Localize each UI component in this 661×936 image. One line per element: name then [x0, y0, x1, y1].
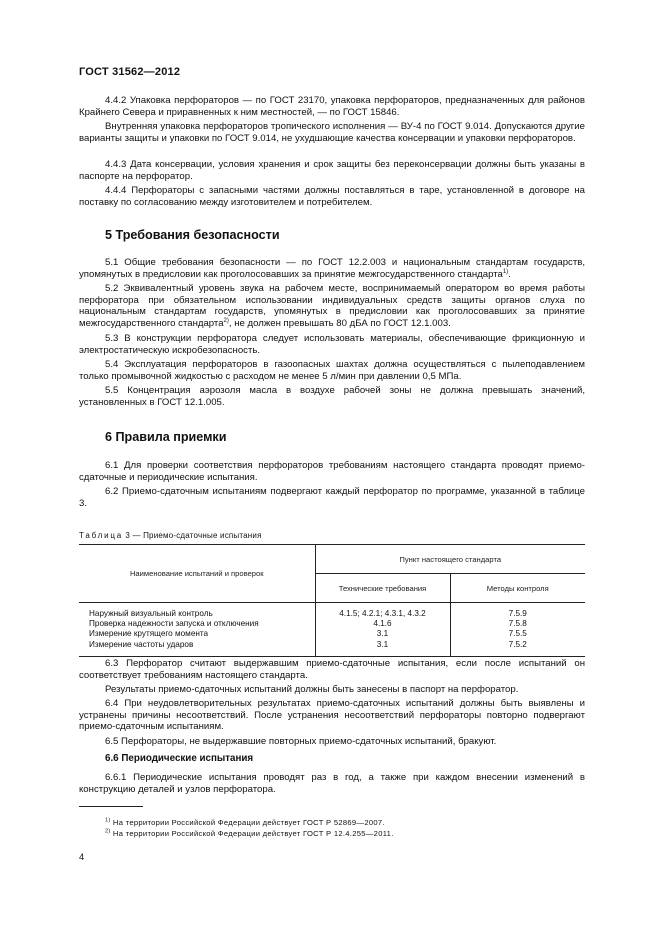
- col-header-tech: Технические требования: [315, 574, 450, 603]
- paragraph-4-4-2-internal: Внутренняя упаковка перфораторов тропического исполнения — ВУ-4 по ГОСТ 9.014. Допускаются другие варианты защиты и упаковки по ГОСТ 9.014, не ухудшающие качества консервации и упаковки перфораторов.: [79, 121, 585, 144]
- paragraph-6-3: 6.3 Перфоратор считают выдержавшим приемо-сдаточные испытания, если после испытаний он соответствует требованиям настоящего стандарта.: [79, 658, 585, 681]
- table-row-method: 7.5.8: [508, 619, 527, 629]
- col-header-methods: Методы контроля: [450, 574, 585, 603]
- table-row-tech: 4.1.6: [373, 619, 392, 629]
- table-3: [79, 544, 585, 657]
- page-number: 4: [79, 851, 85, 862]
- paragraph-4-4-2: 4.4.2 Упаковка перфораторов — по ГОСТ 23170, упаковка перфораторов, предназначенных для районов Крайнего Севера и приравненных к ним местностей, — по ГОСТ 15846.: [79, 95, 585, 118]
- col-header-name: Наименование испытаний и проверок: [79, 545, 315, 603]
- footnote-divider: [79, 806, 143, 807]
- paragraph-6-1: 6.1 Для проверки соответствия перфораторов требованиям настоящего стандарта проводят приемо-сдаточные и периодические испытания.: [79, 460, 585, 483]
- paragraph-5-3: 5.3 В конструкции перфоратора следует использовать материалы, обеспечивающие фрикционную и электростатическую искробезопасность.: [79, 333, 585, 356]
- table-cell-tech: [315, 603, 450, 657]
- table-row-name: Измерение частоты ударов: [89, 639, 194, 649]
- paragraph-6-5: 6.5 Перфораторы, не выдержавшие повторных приемо-сдаточных испытаний, бракуют.: [105, 736, 497, 747]
- paragraph-5-5: 5.5 Концентрация аэрозоля масла в воздухе рабочей зоны не должна превышать значений, установленных в ГОСТ 12.1.005.: [79, 385, 585, 408]
- footnote-2: $^{2)}$ На территории Российской Федерации действует ГОСТ Р 12.4.255—2011.: [105, 828, 394, 838]
- paragraph-6-6-1: 6.6.1 Периодические испытания проводят раз в год, а также при каждом внесении изменений в конструкцию деталей и узлов перфоратора.: [79, 772, 585, 795]
- table-row-method: 7.5.2: [508, 639, 527, 649]
- paragraph-6-4: 6.4 При неудовлетворительных результатах приемо-сдаточных испытаний должны быть выявлены и устранены причины несоответствий. После устранения несоответствий перфораторы повторно подвергают приемо-сдаточным испытаниям.: [79, 698, 585, 733]
- col-header-group: Пункт настоящего стандарта: [315, 545, 585, 574]
- table-3-caption: Таблица 3 — Приемо-сдаточные испытания: [79, 531, 262, 540]
- paragraph-4-4-4: 4.4.4 Перфораторы с запасными частями должны поставляться в таре, установленной в договоре на поставку по согласованию между изготовителем и потребителем.: [79, 185, 585, 208]
- table-row-tech: 3.1: [376, 639, 389, 649]
- paragraph-5-1: 5.1 Общие требования безопасности — по ГОСТ 12.2.003 и национальным стандартам государств, упомянутых в предисловии как проголосовавших за принятие межгосударственного стандарта$^{1)}$.: [79, 257, 585, 280]
- paragraph-4-4-3: 4.4.3 Дата консервации, условия хранения и срок защиты без переконсервации должны быть указаны в паспорте на перфоратор.: [79, 159, 585, 182]
- table-row-name: Проверка надежности запуска и отключения: [89, 619, 259, 629]
- table-cell-methods: [450, 603, 585, 657]
- table-cell-names: [79, 603, 315, 657]
- paragraph-5-4: 5.4 Эксплуатация перфораторов в газоопасных шахтах должна осуществляться с пылеподавлением только промывочной жидкостью с расходом не менее 5 л/мин при давлении 0,5 МПа.: [79, 359, 585, 382]
- table-row-name: Наружный визуальный контроль: [89, 609, 213, 618]
- table-row-method: 7.5.5: [508, 629, 527, 639]
- section-5-heading: 5 Требования безопасности: [105, 228, 280, 242]
- paragraph-6-3-results: Результаты приемо-сдаточных испытаний должны быть занесены в паспорт на перфоратор.: [105, 684, 519, 695]
- table-row-tech: 4.1.5; 4.2.1; 4.3.1, 4.3.2: [339, 609, 426, 618]
- document-header: ГОСТ 31562—2012: [79, 66, 181, 78]
- paragraph-6-2: 6.2 Приемо-сдаточным испытаниям подвергают каждый перфоратор по программе, указанной в таблице 3.: [79, 486, 585, 509]
- section-6-heading: 6 Правила приемки: [105, 430, 227, 444]
- paragraph-5-2: 5.2 Эквивалентный уровень звука на рабочем месте, воспринимаемый оператором во время работы перфоратора при обязательном использовании индивидуальных средств защиты органов слуха по национальным стандартам государств, упомянутых в предисловии как проголосовавших за принятие межгосударственного стандарта$^{2)}$, не должен превышать 80 дБА по ГОСТ 12.1.003.: [79, 283, 585, 329]
- table-row-name: Измерение крутящего момента: [89, 629, 209, 639]
- subsection-6-6-heading: 6.6 Периодические испытания: [105, 753, 254, 764]
- table-row-method: 7.5.9: [508, 609, 527, 618]
- table-row-tech: 3.1: [376, 629, 389, 639]
- footnote-1: $^{1)}$ На территории Российской Федерации действует ГОСТ Р 52869—2007.: [105, 817, 385, 827]
